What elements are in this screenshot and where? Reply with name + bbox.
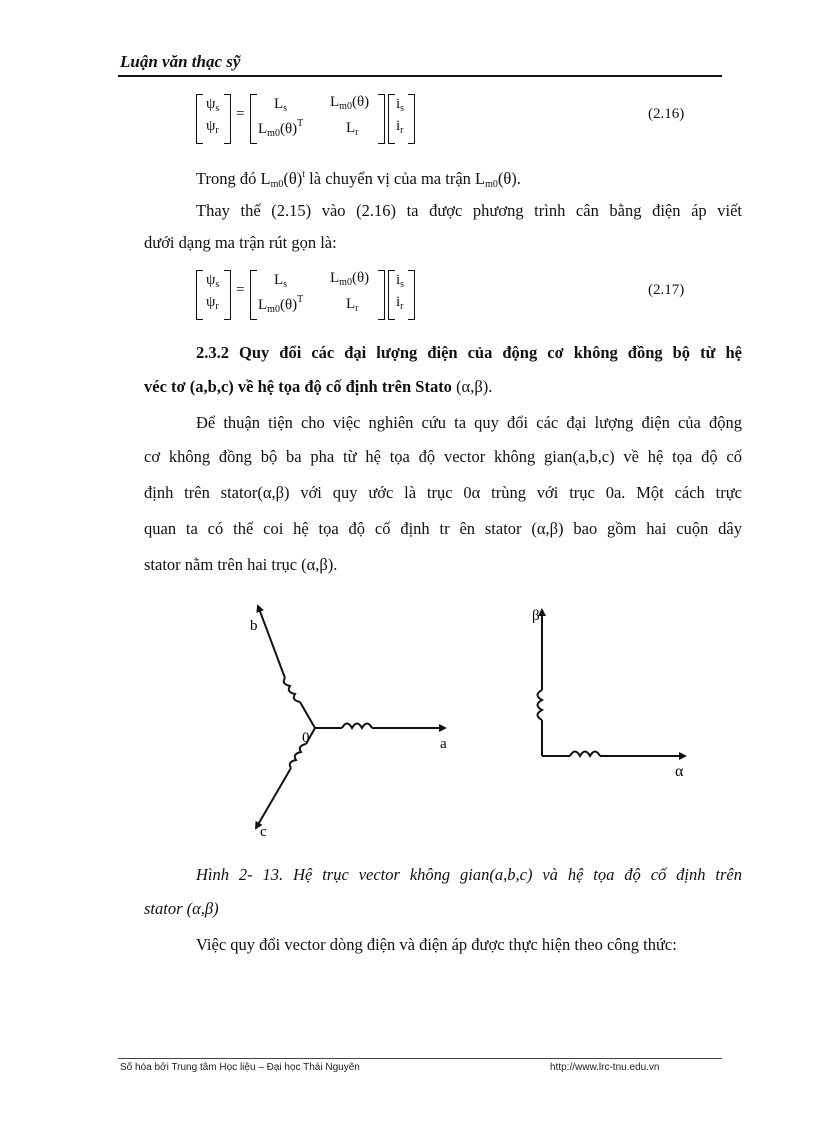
coil-a bbox=[342, 724, 372, 729]
running-header: Luận văn thạc sỹ bbox=[120, 52, 241, 71]
label-a: a bbox=[440, 736, 447, 752]
bracket-left bbox=[196, 94, 203, 144]
matrix-lm0-transpose: $L_{m0}(\theta)^T$ bbox=[258, 118, 304, 139]
figure-caption-line2: stator (α,β) bbox=[144, 899, 219, 918]
axis-b bbox=[258, 606, 285, 678]
label-alpha: α bbox=[675, 763, 684, 780]
matrix-lr: $L_r$ bbox=[346, 296, 359, 314]
matrix-lm0: $L_{m0}(\theta)$ bbox=[330, 270, 370, 288]
bracket-left bbox=[388, 94, 395, 144]
section-heading: 2.3.2 Quy đổi các đại lượng điện của động cơ không đồng bộ từ hệ bbox=[196, 343, 742, 362]
equation-number: (2.16) bbox=[648, 106, 685, 122]
paragraph-line: định trên stator(α,β) với quy ước là trục 0α trùng với trục 0a. Một cách trực bbox=[144, 483, 742, 502]
equation-2-17 bbox=[196, 270, 726, 328]
axis-c bbox=[256, 768, 291, 828]
current-ir: $i_r$ bbox=[396, 294, 404, 312]
axis-b-segment bbox=[300, 702, 315, 728]
current-is: $i_s$ bbox=[396, 96, 405, 114]
current-ir: $i_r$ bbox=[396, 118, 404, 136]
equation-2-16 bbox=[196, 94, 726, 152]
paragraph-line: Thay thế (2.15) vào (2.16) ta được phương trình cân bằng điện áp viết bbox=[196, 201, 742, 220]
psi-s: $\psi_s$ bbox=[206, 272, 220, 290]
label-origin: 0 bbox=[302, 730, 310, 746]
coil-c bbox=[290, 744, 306, 768]
bracket-left bbox=[388, 270, 395, 320]
paragraph-line: stator nằm trên hai trục (α,β). bbox=[144, 555, 338, 574]
label-c: c bbox=[260, 824, 267, 840]
bracket-left bbox=[196, 270, 203, 320]
equals-sign: = bbox=[236, 282, 245, 298]
bracket-right bbox=[378, 270, 385, 320]
equation-number: (2.17) bbox=[648, 282, 685, 298]
transpose-note: Trong đó $L_{m0}(\theta)^t$ là chuyển vị của ma trận $L_{m0}(\theta)$. bbox=[196, 169, 521, 190]
header-rule bbox=[118, 75, 722, 77]
figure-caption: Hình 2- 13. Hệ trục vector không gian(a,b,c) và hệ tọa độ cố định trên bbox=[196, 865, 742, 884]
bracket-right bbox=[378, 94, 385, 144]
coil-alpha bbox=[570, 752, 600, 757]
matrix-lm0-transpose: $L_{m0}(\theta)^T$ bbox=[258, 294, 304, 315]
psi-s: $\psi_s$ bbox=[206, 96, 220, 114]
footer-url[interactable]: http://www.lrc-tnu.edu.vn bbox=[550, 1062, 660, 1073]
bracket-left bbox=[250, 270, 257, 320]
bracket-right bbox=[224, 270, 231, 320]
abc-axes bbox=[256, 606, 445, 828]
matrix-lm0: $L_{m0}(\theta)$ bbox=[330, 94, 370, 112]
matrix-ls: $L_s$ bbox=[274, 272, 288, 290]
matrix-ls: $L_s$ bbox=[274, 96, 288, 114]
bracket-right bbox=[224, 94, 231, 144]
paragraph-line: Việc quy đổi vector dòng điện và điện áp được thực hiện theo công thức: bbox=[196, 935, 677, 954]
paragraph-line: Để thuận tiện cho việc nghiên cứu ta quy đổi các đại lượng điện của động bbox=[196, 413, 742, 432]
section-heading-line2: véc tơ (a,b,c) về hệ tọa độ cố định trên Stato (α,β). bbox=[144, 377, 493, 396]
matrix-lr: $L_r$ bbox=[346, 120, 359, 138]
coordinate-diagram bbox=[230, 598, 710, 848]
bracket-right bbox=[408, 94, 415, 144]
psi-r: $\psi_r$ bbox=[206, 294, 219, 312]
paragraph-line: cơ không đồng bộ ba pha từ hệ tọa độ vector không gian(a,b,c) về hệ tọa độ cố bbox=[144, 447, 742, 466]
psi-r: $\psi_r$ bbox=[206, 118, 219, 136]
coil-b bbox=[284, 678, 300, 702]
coil-beta bbox=[538, 690, 543, 720]
paragraph-line: dưới dạng ma trận rút gọn là: bbox=[144, 233, 337, 252]
bracket-left bbox=[250, 94, 257, 144]
paragraph-line: quan ta có thể coi hệ tọa độ cố định tr ên stator (α,β) bao gồm hai cuộn dây bbox=[144, 519, 742, 538]
current-is: $i_s$ bbox=[396, 272, 405, 290]
label-b: b bbox=[250, 618, 258, 634]
equals-sign: = bbox=[236, 106, 245, 122]
alpha-beta-axes bbox=[538, 610, 686, 756]
footer-source: Số hóa bởi Trung tâm Học liệu – Đại học Thái Nguyên bbox=[120, 1062, 360, 1073]
footer-rule bbox=[118, 1058, 722, 1059]
bracket-right bbox=[408, 270, 415, 320]
label-beta: β bbox=[532, 608, 540, 624]
